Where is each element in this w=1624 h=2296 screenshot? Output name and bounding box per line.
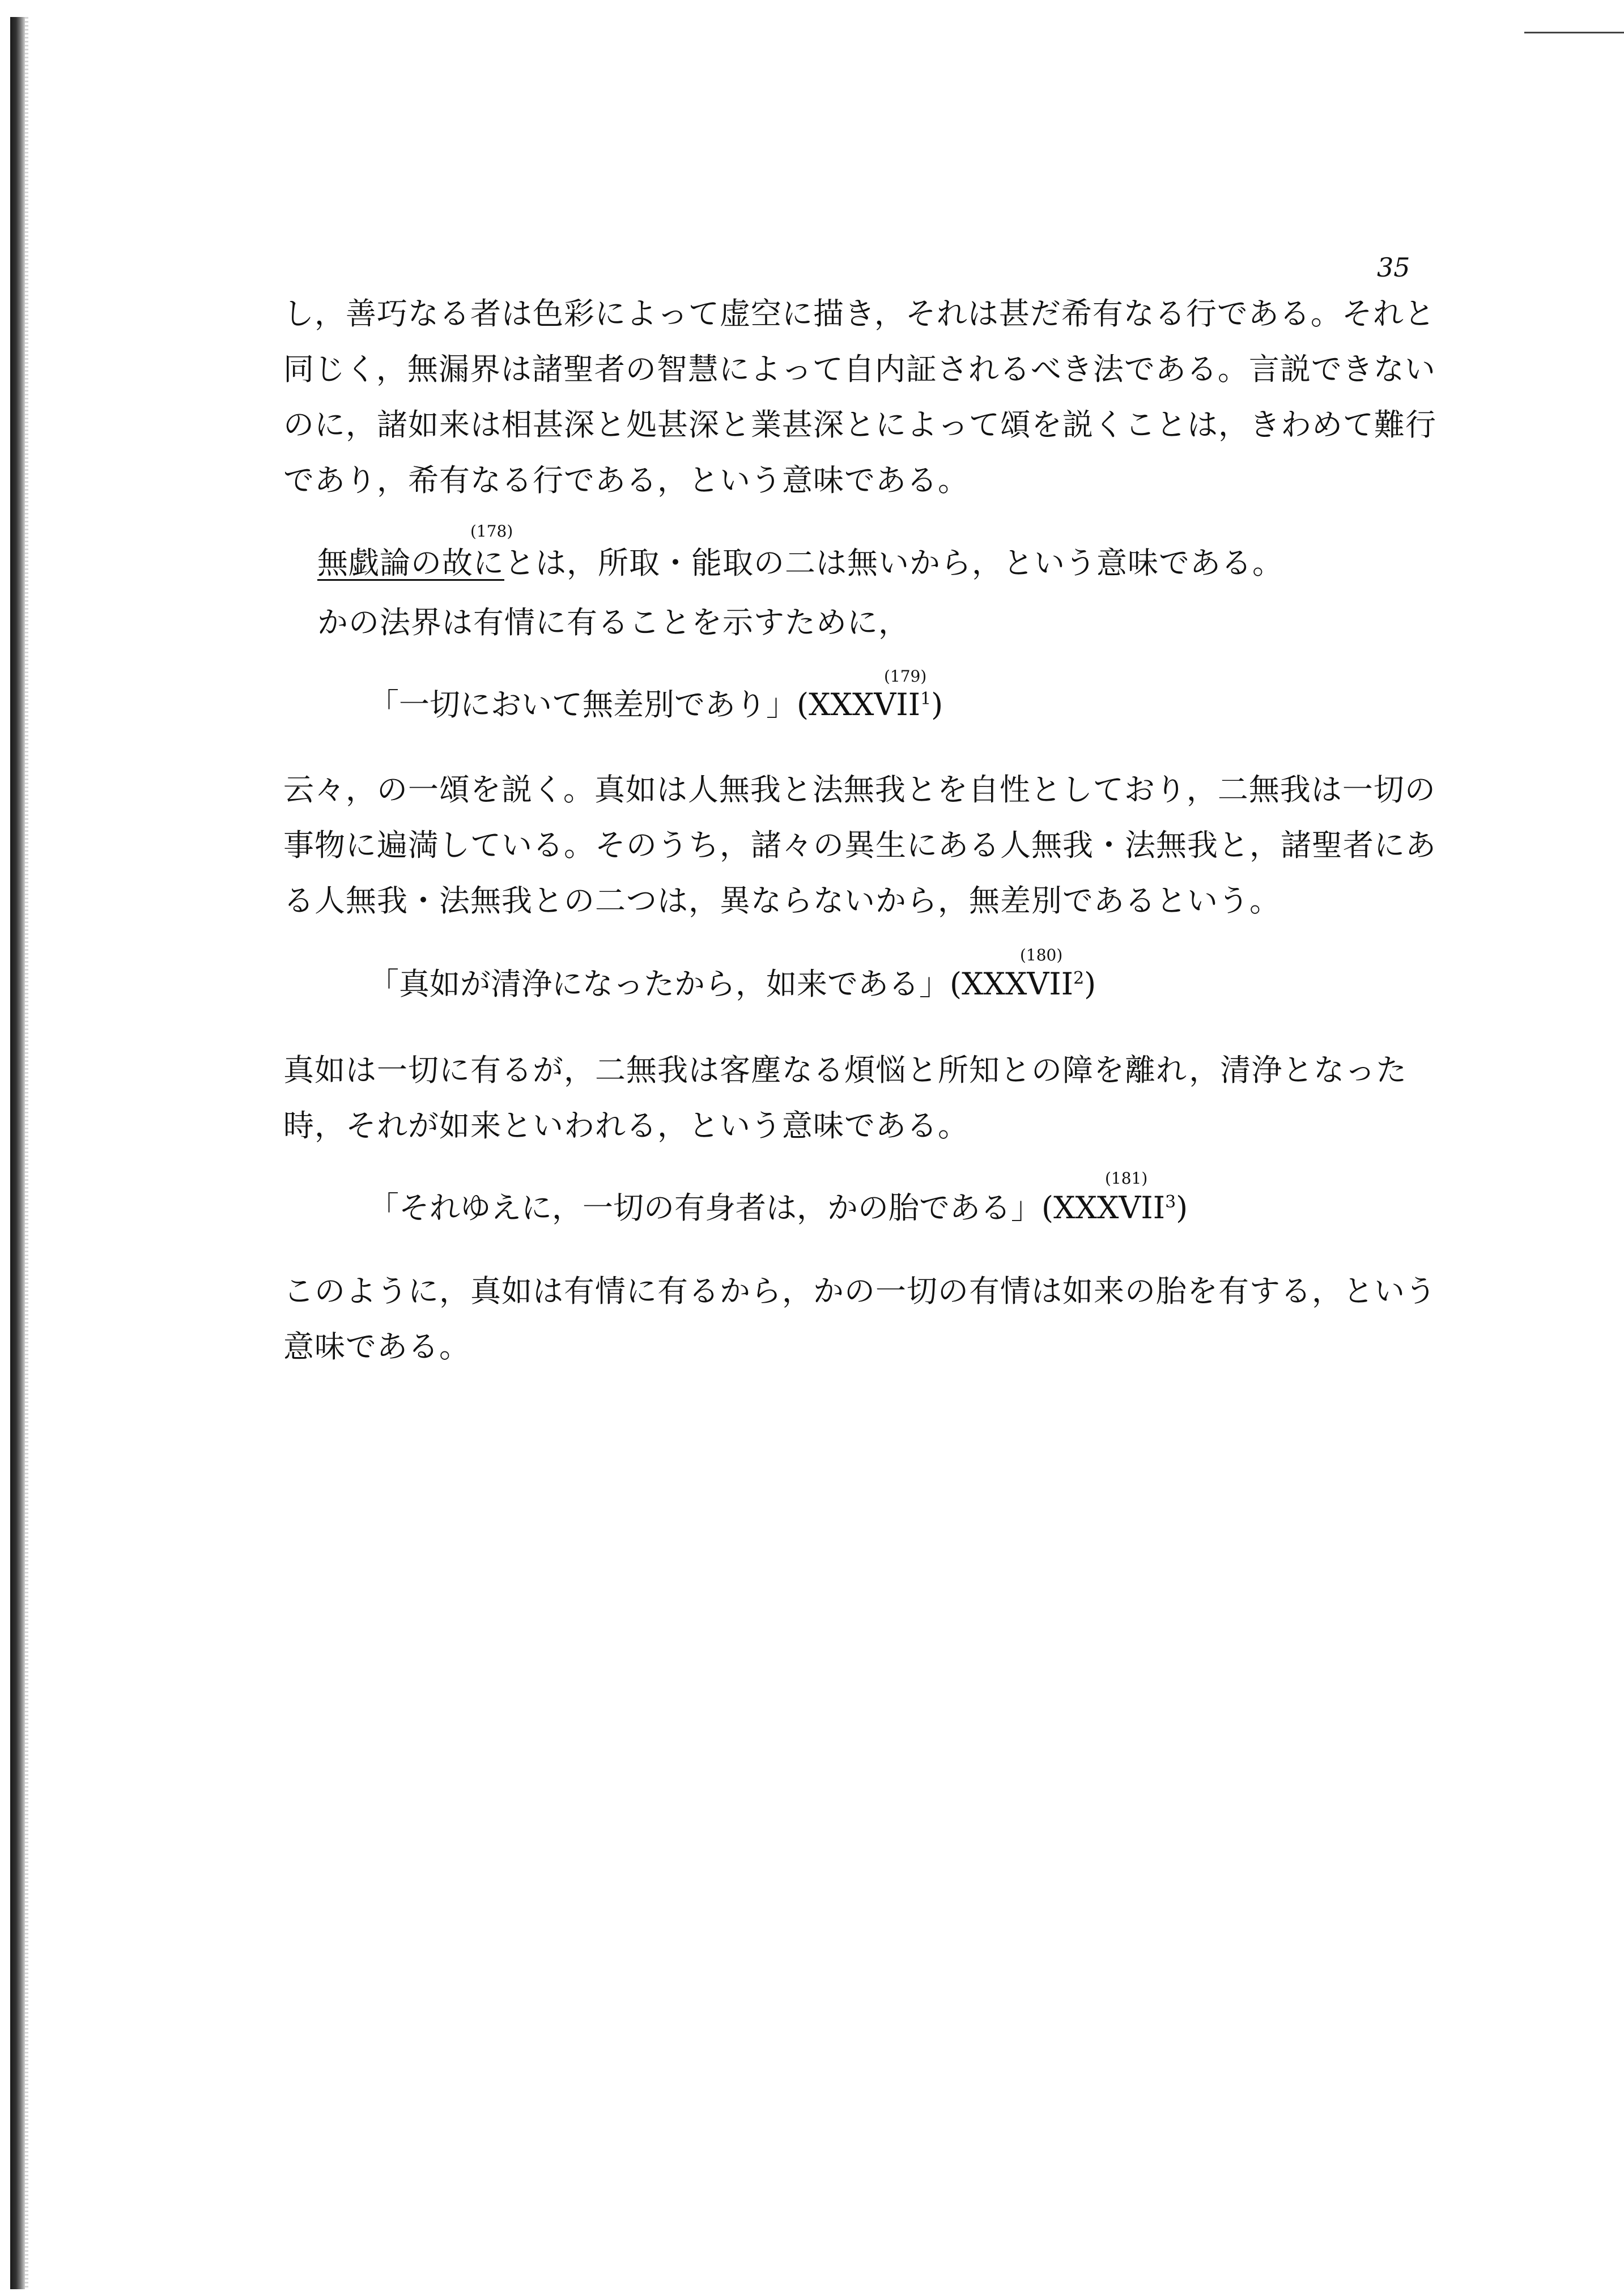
note-178: (178) bbox=[470, 522, 513, 541]
verse-3-sup: 3 bbox=[1165, 1192, 1176, 1212]
book-binding-shadow bbox=[10, 17, 25, 2289]
paragraph-2-rest: とは，所取・能取の二は無いから，という意味である。 bbox=[504, 545, 1283, 581]
verse-1-text: 「一切において無差別であり」(XXXVII bbox=[368, 687, 921, 722]
verse-1 bbox=[368, 677, 943, 733]
verse-3-close: ) bbox=[1176, 1190, 1188, 1226]
paragraph-4: 云々，の一頌を説く。真如は人無我と法無我とを自性としており，二無我は一切の事物に遍満している。そのうち，諸々の異生にある人無我・法無我と，諸聖者にある人無我・法無我との二つは，異ならないから，無差別であるという。 bbox=[283, 772, 1436, 919]
verse-3-text: 「それゆえに，一切の有身者は，かの胎である」(XXXVII bbox=[368, 1190, 1166, 1226]
paragraph-3: かの法界は有情に有ることを示すために， bbox=[317, 605, 909, 640]
underlined-term: 無戯論の故に bbox=[317, 545, 504, 581]
page-number: 35 bbox=[1377, 252, 1410, 283]
verse-2-close: ) bbox=[1084, 966, 1096, 1002]
binding-edge bbox=[25, 17, 28, 2289]
verse-1-sup: 1 bbox=[920, 689, 932, 709]
paragraph-1: し，善巧なる者は色彩によって虚空に描き，それは甚だ希有なる行である。それと同じく，無漏界は諸聖者の智慧によって自内証されるべき法である。言説できないのに，諸如来は相甚深と処甚深と業甚深とによって頌を説くことは，きわめて難行であり，希有なる行である，という意味である。 bbox=[283, 296, 1436, 498]
verse-3 bbox=[368, 1180, 1188, 1236]
note-181: (181) bbox=[1105, 1169, 1148, 1188]
note-180: (180) bbox=[1020, 946, 1063, 964]
paragraph-5: 真如は一切に有るが，二無我は客塵なる煩悩と所知との障を離れ，清浄となった時，それが如来といわれる，という意味である。 bbox=[283, 1052, 1408, 1143]
note-179: (179) bbox=[884, 667, 927, 686]
paragraph-2 bbox=[317, 535, 1473, 591]
verse-2-sup: 2 bbox=[1073, 968, 1085, 988]
top-rule bbox=[1524, 32, 1624, 33]
verse-2 bbox=[368, 956, 1096, 1012]
paragraph-6: このように，真如は有情に有るから，かの一切の有情は如来の胎を有する，という意味である。 bbox=[283, 1273, 1436, 1364]
verse-2-text: 「真如が清浄になったから，如来である」(XXXVII bbox=[368, 966, 1074, 1002]
verse-1-close: ) bbox=[931, 687, 943, 722]
